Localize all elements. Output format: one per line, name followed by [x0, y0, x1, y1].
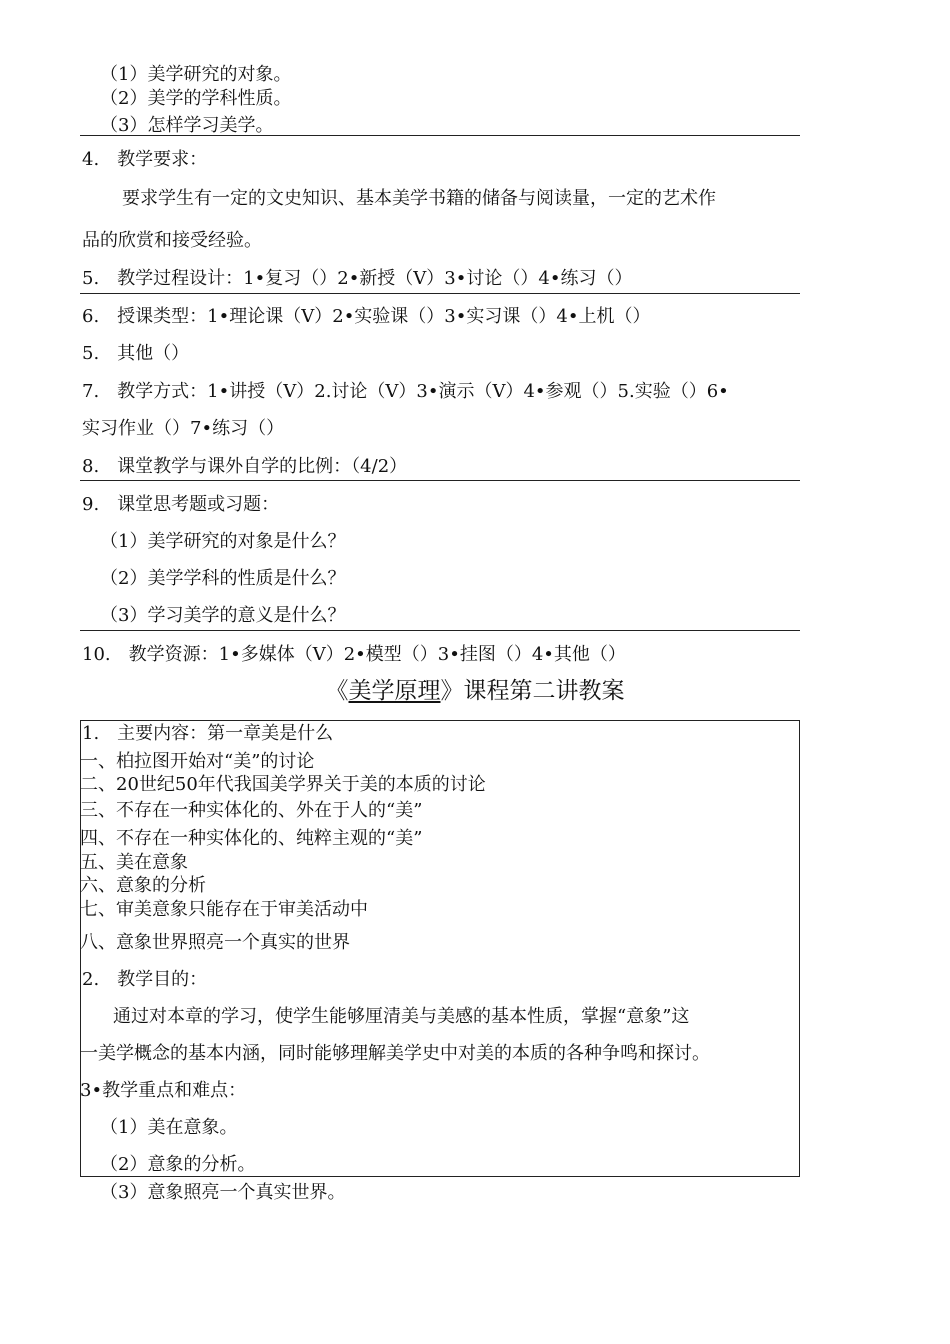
title-suffix: 》课程第二讲教案: [440, 678, 625, 704]
class-type: 6. 授课类型：1•理论课（V）2•实验课（）3•实习课（）4•上机（）: [82, 306, 651, 327]
question-item-2: （2）美学学科的性质是什么？: [100, 568, 346, 589]
outline-item-5: 五、美在意象: [80, 852, 188, 873]
course-name: 美学原理: [348, 678, 441, 704]
teaching-goal-line-1: 通过对本章的学习，使学生能够厘清美与美感的基本性质，掌握“意象”这: [113, 1006, 690, 1027]
teaching-goal-heading: 2. 教学目的：: [82, 969, 208, 990]
outline-item-8: 八、意象世界照亮一个真实的世界: [80, 932, 350, 953]
key-point-1: （1）美在意象。: [100, 1117, 238, 1138]
key-point-2: （2）意象的分析。: [100, 1154, 256, 1175]
question-item-1: （1）美学研究的对象是什么？: [100, 531, 346, 552]
teaching-ratio: 8. 课堂教学与课外自学的比例：（4/2）: [82, 456, 408, 477]
outline-item-4: 四、不存在一种实体化的、纯粹主观的“美”: [80, 828, 423, 849]
objective-item-3: （3）怎样学习美学。: [100, 115, 274, 136]
teaching-goal-line-2: 一美学概念的基本内涵，同时能够理解美学史中对美的本质的各种争鸣和探讨。: [80, 1043, 710, 1064]
divider: [80, 135, 800, 136]
question-item-3: （3）学习美学的意义是什么？: [100, 605, 346, 626]
main-content-heading: 1. 主要内容：第一章美是什么: [82, 723, 334, 744]
outline-item-2: 二、20世纪50年代我国美学界关于美的本质的讨论: [80, 774, 486, 795]
teaching-resources: 10. 教学资源：1•多媒体（V）2•模型（）3•挂图（）4•其他（）: [82, 644, 626, 665]
teaching-method-line-2: 实习作业（）7•练习（）: [82, 418, 285, 439]
title-prefix: 《: [325, 678, 349, 704]
requirements-text-line-1: 要求学生有一定的文史知识、基本美学书籍的储备与阅读量，一定的艺术作: [122, 188, 716, 209]
outline-item-1: 一、柏拉图开始对“美”的讨论: [80, 751, 315, 772]
lecture-title: [0, 676, 950, 706]
key-points-heading: 3•教学重点和难点：: [80, 1080, 247, 1101]
divider: [80, 293, 800, 294]
divider: [80, 480, 800, 481]
divider: [80, 630, 800, 631]
objective-item-1: （1）美学研究的对象。: [100, 64, 292, 85]
requirements-heading: 4. 教学要求：: [82, 149, 208, 170]
outline-item-3: 三、不存在一种实体化的、外在于人的“美”: [80, 800, 423, 821]
key-point-3: （3）意象照亮一个真实世界。: [100, 1182, 346, 1203]
outline-item-7: 七、审美意象只能存在于审美活动中: [80, 899, 368, 920]
outline-item-6: 六、意象的分析: [80, 875, 206, 896]
questions-heading: 9. 课堂思考题或习题：: [82, 494, 280, 515]
requirements-text-line-2: 品的欣赏和接受经验。: [82, 230, 262, 251]
class-type-other: 5. 其他（）: [82, 343, 190, 364]
teaching-process-design: 5. 教学过程设计：1•复习（）2•新授（V）3•讨论（）4•练习（）: [82, 268, 633, 289]
teaching-method-line-1: 7. 教学方式：1•讲授（V）2.讨论（V）3•演示（V）4•参观（）5.实验（）6•: [82, 381, 729, 402]
objective-item-2: （2）美学的学科性质。: [100, 88, 292, 109]
